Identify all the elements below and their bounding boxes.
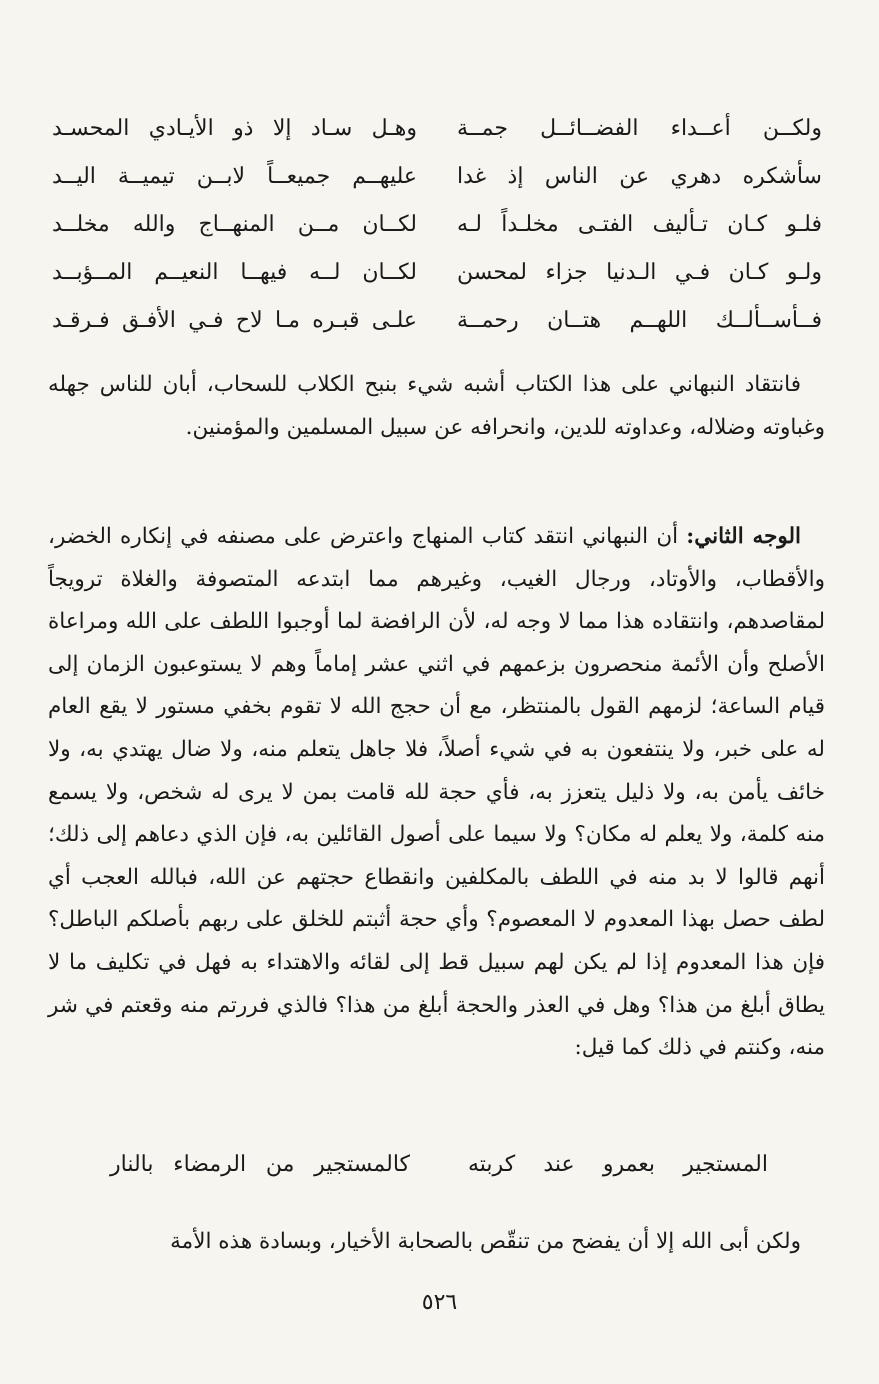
verse-first-hemistich: المستجير بعمرو عند كربته: [468, 1152, 768, 1177]
quoted-verse: [110, 1152, 768, 1177]
poem-verse: [52, 296, 822, 344]
verse-second-hemistich: لكــان مــن المنهــاج والله مخلــد: [52, 211, 417, 237]
paragraph-heading: الوجه الثاني:: [686, 524, 801, 549]
verse-first-hemistich: فلـو كـان تـأليف الفتـى مخلـداً لـه: [457, 211, 822, 237]
verse-first-hemistich: سأشكره دهري عن الناس إذ غدا: [457, 163, 822, 189]
verse-second-hemistich: لكــان لــه فيهــا النعيــم المــؤبــد: [52, 259, 417, 285]
verse-first-hemistich: فــأســألــك اللهــم هتــان رحمــة: [457, 307, 822, 333]
page-number: ٥٢٦: [421, 1290, 458, 1315]
paragraph-closing: ولكن أبى الله إلا أن يفضح من تنقّص بالصحابة الأخيار، وبسادة هذه الأمة: [170, 1229, 801, 1254]
verse-first-hemistich: ولكــن أعــداء الفضــائــل جمــة: [457, 115, 822, 141]
poem-verse: [52, 248, 822, 296]
verse-second-hemistich: عليهــم جميعــاً لابــن تيميــة اليــد: [52, 163, 417, 189]
verse-second-hemistich: كالمستجير من الرمضاء بالنار: [110, 1152, 410, 1177]
poem-block: [52, 104, 822, 344]
poem-verse: [52, 152, 822, 200]
paragraph-critique: فانتقاد النبهاني على هذا الكتاب أشبه شيء بنبح الكلاب للسحاب، أبان للناس جهله وغباوته وضلاله، وعداوته للدين، وانحرافه عن سبيل المسلمين والمؤمنين.: [48, 372, 825, 440]
verse-second-hemistich: وهـل سـاد إلا ذو الأيـادي المحسـد: [52, 115, 417, 141]
paragraph-second-aspect: [48, 516, 825, 1070]
verse-second-hemistich: علـى قبـره مـا لاح فـي الأفـق فـرقـد: [52, 307, 417, 333]
poem-verse: [52, 104, 822, 152]
poem-verse: [52, 200, 822, 248]
verse-first-hemistich: ولـو كـان فـي الـدنيا جزاء لمحسن: [457, 259, 822, 285]
paragraph-body: أن النبهاني انتقد كتاب المنهاج واعترض على مصنفه في إنكاره الخضر، والأقطاب، والأوتاد، ورجال الغيب، وغيرهم مما ابتدعه المتصوفة والغلاة ترويجاً لمقاصدهم، وانتقاده هذا مما لا وجه له، لأن الرافضة لما أوجبوا اللطف على الله ومراعاة الأصلح وأن الأئمة منحصرون بزعمهم في اثني عشر إماماً وهم لا يستوعبون الزمان إلى قيام الساعة؛ لزمهم القول بالمنتظر، مع أن حجج الله لا تقوم بخفي مستور لا يقع العام له على خبر، ولا ينتفعون به في شيء أصلاً، فلا جاهل يتعلم منه، ولا ضال يهتدي به، ولا خائف يأمن به، ولا ذليل يتعزز به، فأي حجة لله قامت بمن لا يرى له شخص، ولا يسمع منه كلمة، ولا يعلم له مكان؟ ولا سيما على أصول القائلين به، فإن الذي دعاهم إلى ذلك؛ أنهم قالوا لا بد منه في اللطف بالمكلفين وانقطاع حجتهم عن الله، فبالله العجب أي لطف حصل بهذا المعدوم لا المعصوم؟ وأي حجة أثبتم للخلق على ربهم بأصلكم الباطل؟ فإن هذا المعدوم إذا لم يكن لهم سبيل قط إلى لقائه والاهتداء به فهل في تكليف ما لا يطاق أبلغ من هذا؟ وهل في العذر والحجة أبلغ من هذا؟ فالذي فررتم منه وقعتم في شر منه، وكنتم في ذلك كما قيل:: [48, 524, 825, 1061]
